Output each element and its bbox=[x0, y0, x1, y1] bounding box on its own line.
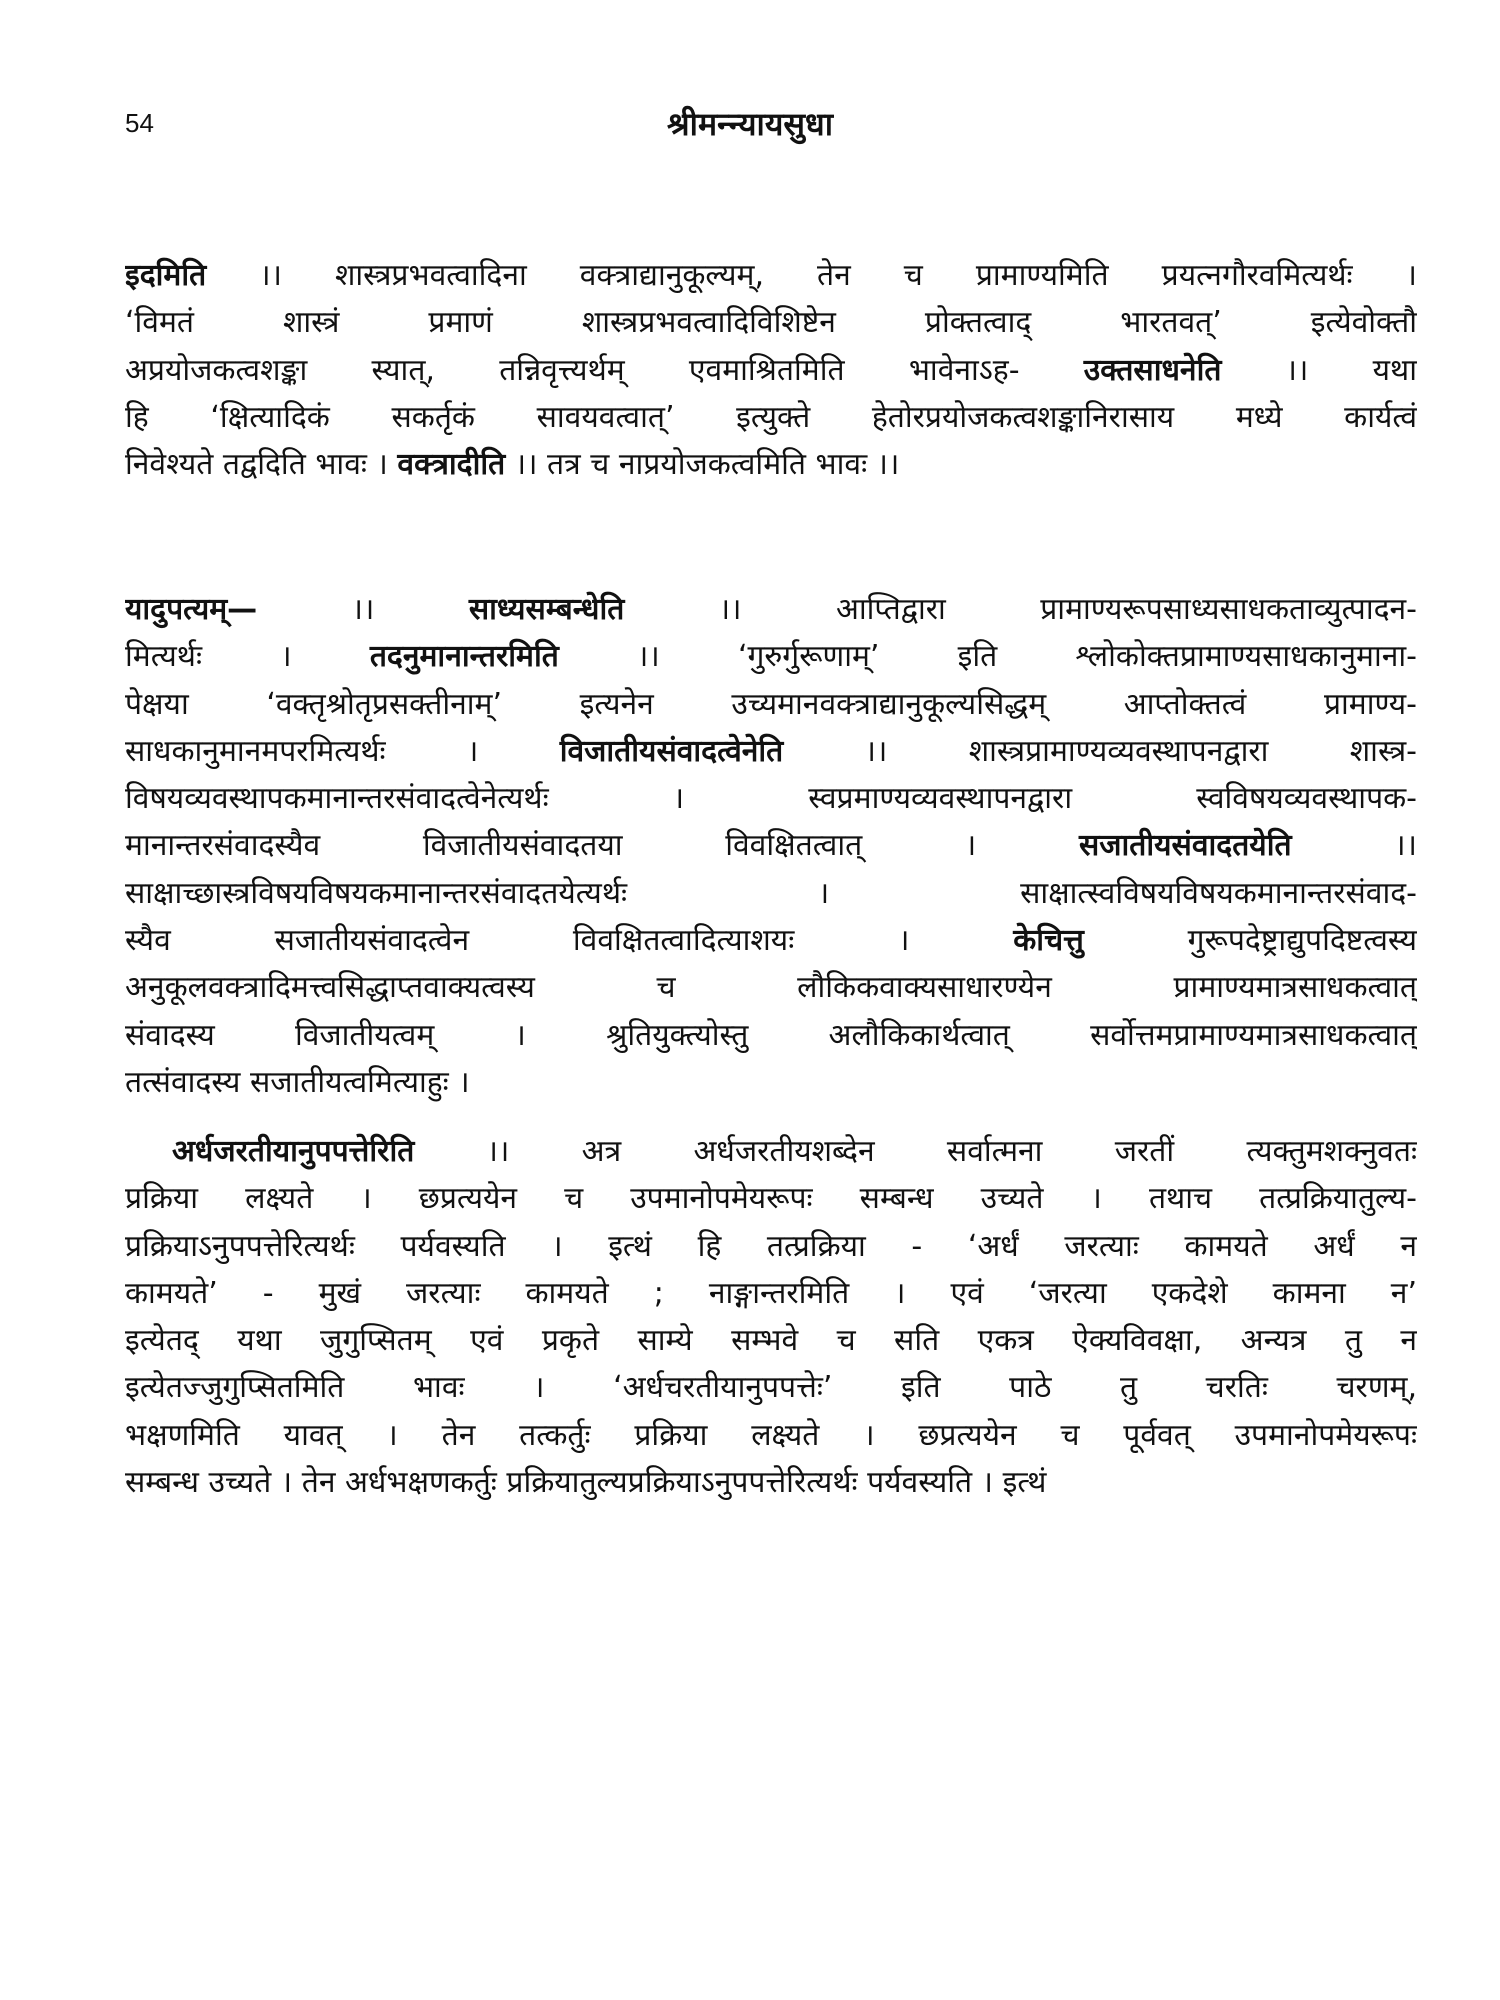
text-line bbox=[125, 870, 1417, 917]
text-line bbox=[125, 822, 1417, 869]
text-line bbox=[125, 681, 1417, 728]
text-segment: ‘विमतं शास्त्रं प्रमाणं शास्त्रप्रभवत्वादिविशिष्टेन प्रोक्तत्वाद् भारतवत्’ इत्येवोक्तौ bbox=[125, 305, 1417, 341]
text-line bbox=[125, 347, 1417, 394]
paragraph bbox=[125, 586, 1417, 1106]
text-line bbox=[125, 1459, 1417, 1506]
text-segment: ।। आप्तिद्वारा प्रामाण्यरूपसाध्यसाधकताव्युत्पादन- bbox=[624, 592, 1417, 627]
page-number: 54 bbox=[125, 108, 154, 138]
bold-lemma: विजातीयसंवादत्वेनेति bbox=[559, 733, 784, 769]
text-segment: भक्षणमिति यावत् । तेन तत्कर्तुः प्रक्रिया लक्ष्यते । छप्रत्ययेन च पूर्ववत् उपमानोपमेयरूपः bbox=[125, 1417, 1417, 1453]
text-segment: पेक्षया ‘वक्तृश्रोतृप्रसक्तीनाम्’ इत्यनेन उच्यमानवक्त्राद्यानुकूल्यसिद्धम् आप्तोक्तत्वं प्रामाण्य- bbox=[125, 686, 1417, 722]
text-line bbox=[125, 1270, 1417, 1317]
text-segment: कामयते’ - मुखं जरत्याः कामयते ; नाङ्गान्तरमिति । एवं ‘जरत्या एकदेशे कामना न’ bbox=[125, 1275, 1417, 1311]
text-segment: ।। bbox=[1291, 828, 1417, 864]
text-line bbox=[125, 586, 1417, 633]
text-segment: ।। तत्र च नाप्रयोजकत्वमिति भावः ।। bbox=[505, 447, 900, 483]
text-line bbox=[125, 1223, 1417, 1270]
text-line bbox=[125, 441, 1417, 488]
text-segment: अप्रयोजकत्वशङ्का स्यात्, तन्निवृत्त्यर्थम् एवमाश्रितमिति भावेनाऽह- bbox=[125, 352, 1084, 388]
text-line bbox=[125, 252, 1417, 299]
text-segment: ।। अत्र अर्धजरतीयशब्देन सर्वात्मना जरतीं त्यक्तुमशक्नुवतः bbox=[414, 1134, 1417, 1169]
text-segment: साधकानुमानमपरमित्यर्थः । bbox=[125, 733, 560, 769]
bold-lemma: साध्यसम्बन्धेति bbox=[468, 592, 625, 627]
text-segment: स्यैव सजातीयसंवादत्वेन विवक्षितत्वादित्याशयः । bbox=[125, 923, 1014, 959]
bold-lemma: यादुपत्यम्— bbox=[125, 592, 258, 627]
paragraph bbox=[125, 252, 1417, 488]
text-segment: सम्बन्ध उच्यते । तेन अर्धभक्षणकर्तुः प्रक्रियातुल्यप्रक्रियाऽनुपपत्तेरित्यर्थः पर्यवस्यति । इत्थं bbox=[125, 1465, 1047, 1501]
text-line bbox=[125, 1012, 1417, 1059]
text-segment: ।। bbox=[257, 592, 469, 627]
text-segment: इत्येतज्जुगुप्सितमिति भावः । ‘अर्धचरतीयानुपपत्तेः’ इति पाठे तु चरतिः चरणम्, bbox=[125, 1370, 1417, 1406]
text-segment: ।। शास्त्रप्रभवत्वादिना वक्त्राद्यानुकूल्यम्, तेन च प्रामाण्यमिति प्रयत्नगौरवमित्यर्थः । bbox=[206, 258, 1417, 293]
text-segment: ।। शास्त्रप्रामाण्यव्यवस्थापनद्वारा शास्त्र- bbox=[783, 733, 1417, 769]
text-segment: तत्संवादस्य सजातीयत्वमित्याहुः । bbox=[125, 1064, 470, 1100]
text-segment: हि ‘क्षित्यादिकं सकर्तृकं सावयवत्वात्’ इत्युक्ते हेतोरप्रयोजकत्वशङ्कानिरासाय मध्ये कार्यत्वं bbox=[125, 399, 1417, 435]
bold-lemma: सजातीयसंवादतयेति bbox=[1078, 828, 1292, 864]
text-segment: अनुकूलवक्त्रादिमत्त्वसिद्धाप्तवाक्यत्वस्य च लौकिकवाक्यसाधारण्येन प्रामाण्यमात्रसाधकत्वात् bbox=[125, 970, 1417, 1006]
bold-lemma: अर्धजरतीयानुपपत्तेरिति bbox=[172, 1134, 415, 1169]
bold-lemma: तदनुमानान्तरमिति bbox=[369, 639, 559, 675]
text-segment: मित्यर्थः । bbox=[125, 639, 370, 675]
text-line bbox=[125, 1059, 1417, 1106]
bold-lemma: उक्तसाधनेति bbox=[1083, 352, 1222, 388]
text-line bbox=[125, 633, 1417, 680]
text-segment: ।। यथा bbox=[1221, 352, 1417, 388]
text-segment: साक्षाच्छास्त्रविषयविषयकमानान्तरसंवादतयेत्यर्थः । साक्षात्स्वविषयविषयकमानान्तरसंवाद- bbox=[125, 875, 1417, 911]
paragraph bbox=[125, 1128, 1417, 1506]
bold-lemma: इदमिति bbox=[125, 258, 207, 293]
text-segment: संवादस्य विजातीयत्वम् । श्रुतियुक्त्योस्तु अलौकिकार्थत्वात् सर्वोत्तमप्रामाण्यमात्रसाधकत्वात् bbox=[125, 1017, 1417, 1053]
text-segment: प्रक्रियाऽनुपपत्तेरित्यर्थः पर्यवस्यति । इत्थं हि तत्प्रक्रिया - ‘अर्धं जरत्याः कामयते अर्धं न bbox=[125, 1228, 1417, 1264]
text-line bbox=[125, 1317, 1417, 1364]
text-segment: मानान्तरसंवादस्यैव विजातीयसंवादतया विवक्षितत्वात् । bbox=[125, 828, 1079, 864]
text-line bbox=[125, 1364, 1417, 1411]
text-segment: ।। ‘गुरुर्गुरूणाम्’ इति श्लोकोक्तप्रामाण्यसाधकानुमाना- bbox=[558, 639, 1417, 675]
running-title: श्रीमन्न्यायसुधा bbox=[667, 105, 833, 143]
text-line bbox=[125, 1175, 1417, 1222]
text-segment: प्रक्रिया लक्ष्यते । छप्रत्ययेन च उपमानोपमेयरूपः सम्बन्ध उच्यते । तथाच तत्प्रक्रियातुल्य- bbox=[125, 1181, 1417, 1217]
text-line bbox=[125, 299, 1417, 346]
text-segment: निवेश्यते तद्वदिति भावः । bbox=[125, 447, 398, 483]
text-line bbox=[125, 728, 1417, 775]
text-line bbox=[125, 775, 1417, 822]
text-segment: इत्येतद् यथा जुगुप्सितम् एवं प्रकृते साम्ये सम्भवे च सति एकत्र ऐक्यविवक्षा, अन्यत्र तु न bbox=[125, 1323, 1417, 1359]
text-segment: गुरूपदेष्ट्राद्युपदिष्टत्वस्य bbox=[1083, 923, 1417, 959]
text-line bbox=[125, 1412, 1417, 1459]
text-line bbox=[125, 394, 1417, 441]
bold-lemma: वक्त्रादीति bbox=[397, 447, 506, 483]
text-line bbox=[125, 917, 1417, 964]
text-line bbox=[125, 1128, 1417, 1175]
text-segment: विषयव्यवस्थापकमानान्तरसंवादत्वेनेत्यर्थः । स्वप्रमाण्यव्यवस्थापनद्वारा स्वविषयव्यवस्थापक- bbox=[125, 781, 1417, 817]
bold-lemma: केचित्तु bbox=[1013, 923, 1084, 959]
text-line bbox=[125, 964, 1417, 1011]
